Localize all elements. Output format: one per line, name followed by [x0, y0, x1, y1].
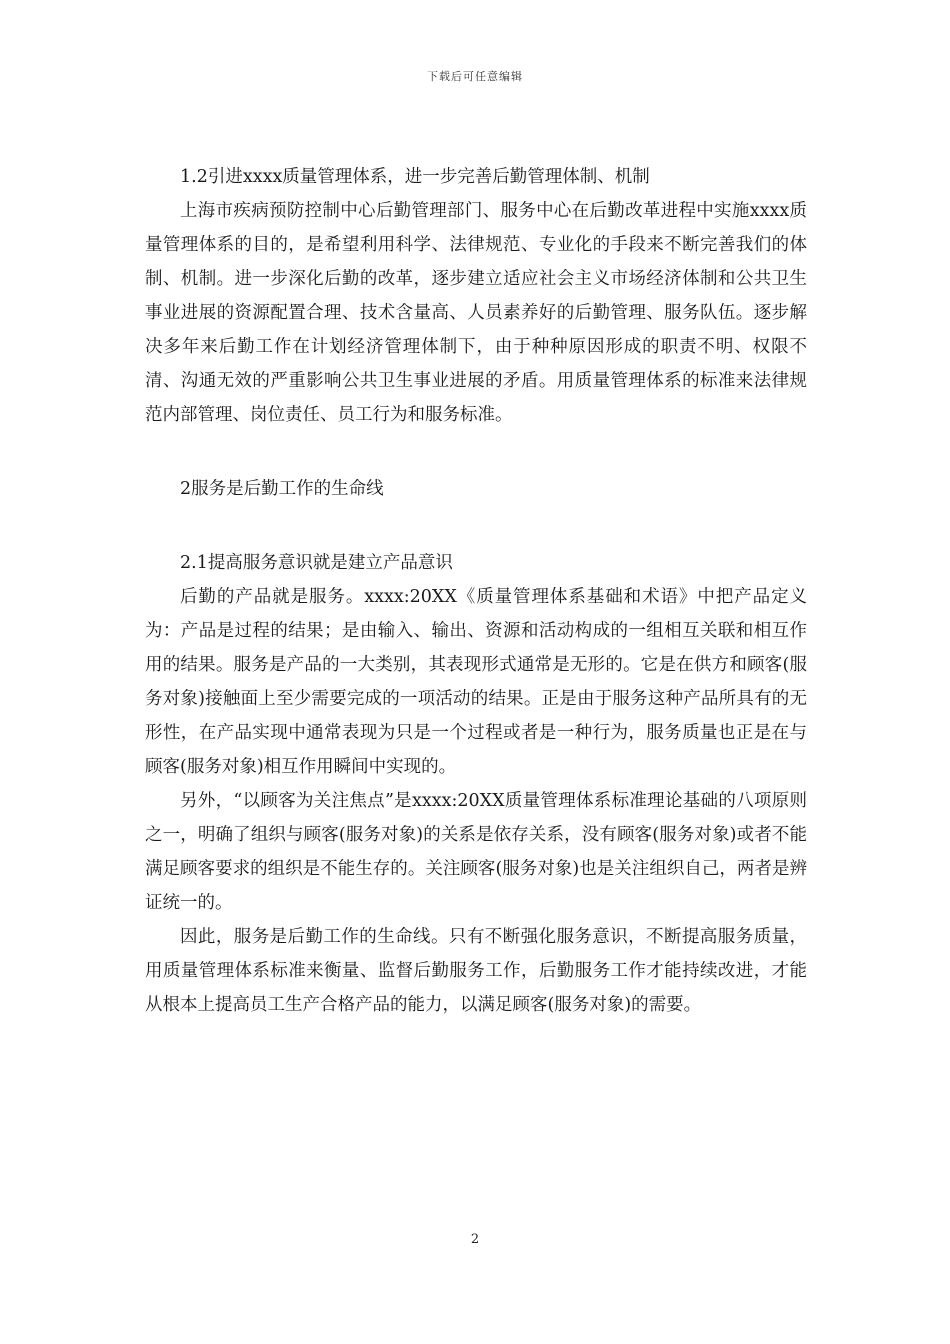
section-heading-1-2: 1.2引进xxxx质量管理体系，进一步完善后勤管理体制、机制 [180, 167, 650, 187]
paragraph-2-1-body-2: 另外，“以顾客为关注焦点”是xxxx:20XX质量管理体系标准理论基础的八项原则之一，明确了组织与顾客(服务对象)的关系是依存关系，没有顾客(服务对象)或者不能满足顾客要求的组织是不能生存的。关注顾客(服务对象)也是关注组织自己，两者是辨证统一的。 [145, 791, 807, 913]
document-body [145, 160, 807, 1022]
spacer [145, 432, 807, 472]
spacer [145, 506, 807, 546]
paragraph-2-1-body-3: 因此，服务是后勤工作的生命线。只有不断强化服务意识，不断提高服务质量，用质量管理体系标准来衡量、监督后勤服务工作，后勤服务工作才能持续改进，才能从根本上提高员工生产合格产品的能力，以满足顾客(服务对象)的需要。 [145, 927, 807, 1015]
section-heading-2-1: 2.1提高服务意识就是建立产品意识 [180, 553, 453, 573]
section-heading-2: 2服务是后勤工作的生命线 [180, 479, 384, 499]
page-header: 下载后可任意编辑 [427, 70, 523, 83]
paragraph-2-1-body-1: 后勤的产品就是服务。xxxx:20XX《质量管理体系基础和术语》中把产品定义为：产品是过程的结果；是由输入、输出、资源和活动构成的一组相互关联和相互作用的结果。服务是产品的一大类别，其表现形式通常是无形的。它是在供方和顾客(服务对象)接触面上至少需要完成的一项活动的结果。正是由于服务这种产品所具有的无形性，在产品实现中通常表现为只是一个过程或者是一种行为，服务质量也正是在与顾客(服务对象)相互作用瞬间中实现的。 [145, 587, 807, 777]
page-number: 2 [470, 1232, 480, 1247]
paragraph-1-2-body: 上海市疾病预防控制中心后勤管理部门、服务中心在后勤改革进程中实施xxxx质量管理体系的目的，是希望利用科学、法律规范、专业化的手段来不断完善我们的体制、机制。进一步深化后勤的改革，逐步建立适应社会主义市场经济体制和公共卫生事业进展的资源配置合理、技术含量高、人员素养好的后勤管理、服务队伍。逐步解决多年来后勤工作在计划经济管理体制下，由于种种原因形成的职责不明、权限不清、沟通无效的严重影响公共卫生事业进展的矛盾。用质量管理体系的标准来法律规范内部管理、岗位责任、员工行为和服务标准。 [145, 201, 807, 425]
